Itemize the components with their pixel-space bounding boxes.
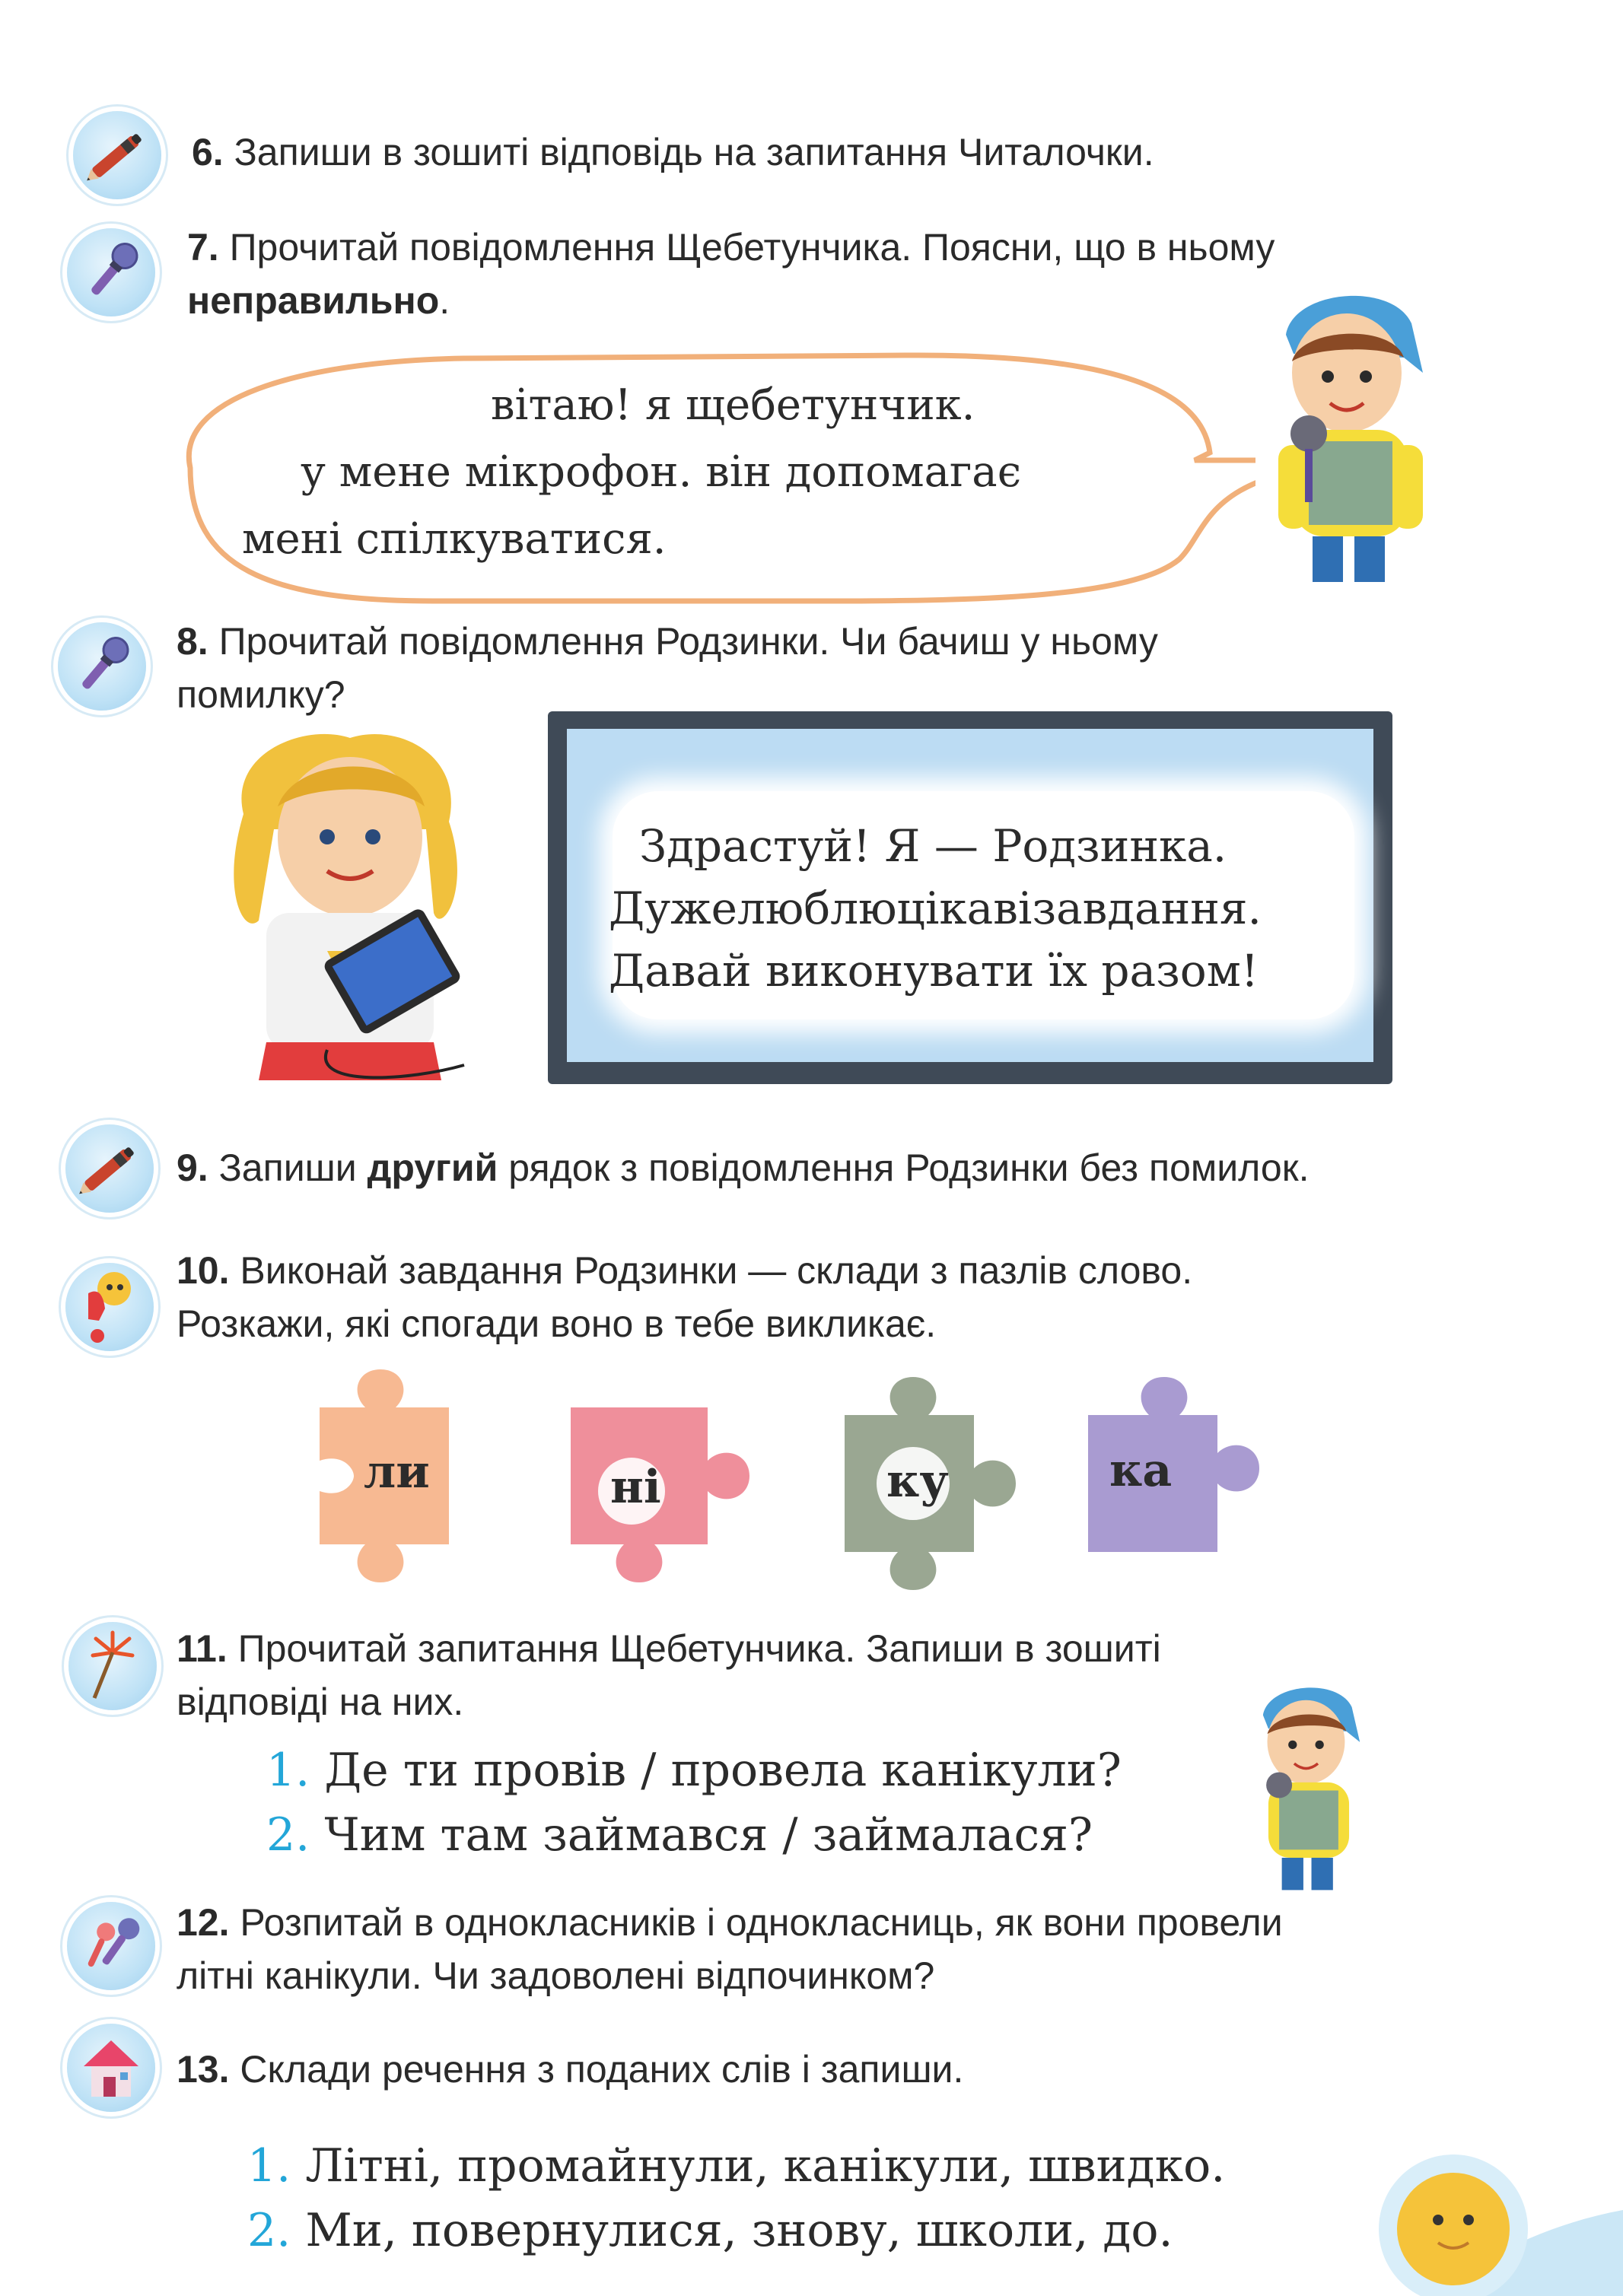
task-bold-word: другий — [367, 1146, 498, 1189]
task-10 — [177, 1244, 1592, 1350]
task-text: Розкажи, які спогади воно в тебе викликає. — [177, 1302, 937, 1345]
task-12 — [177, 1896, 1607, 2002]
sentence-number: 1. — [247, 2139, 291, 2193]
task-text: Прочитай повідомлення Родзинки. Чи бачиш у ньому — [218, 620, 1158, 663]
task-number: 10. — [177, 1249, 230, 1292]
task-number: 8. — [177, 620, 208, 663]
sentence-text: Літні, промайнули, канікули, швидко. — [305, 2139, 1226, 2193]
puzzle-syllable: ку — [886, 1455, 949, 1508]
sentence-number: 2. — [247, 2204, 291, 2257]
task-text: Виконай завдання Родзинки — склади з пазлів слово. — [240, 1249, 1193, 1292]
question-number: 1. — [266, 1744, 310, 1797]
boy-with-microphone-illustration — [1248, 281, 1453, 593]
task-number: 6. — [192, 131, 224, 173]
task-text: Склади речення з поданих слів і запиши. — [240, 2048, 964, 2091]
bubble-line-3: мені спілкуватися. — [242, 514, 667, 564]
pen-icon — [65, 1124, 154, 1213]
task-11 — [177, 1622, 1493, 1675]
task-bold-word: неправильно — [187, 279, 440, 322]
puzzle-syllable: ні — [610, 1461, 661, 1514]
sentence-text: Ми, повернулися, знову, школи, до. — [305, 2204, 1173, 2257]
task-11-line-2: відповіді на них. — [177, 1681, 464, 1723]
task-8-line-2: помилку? — [177, 673, 345, 716]
sentence-1 — [247, 2134, 1225, 2198]
question-text: Де ти провів / провела канікули? — [324, 1744, 1122, 1797]
question-number: 2. — [266, 1808, 310, 1862]
puzzle-syllable: ка — [1109, 1444, 1173, 1497]
task-text: Прочитай запитання Щебетунчика. Запиши в зошиті — [237, 1627, 1161, 1670]
task-6 — [192, 126, 1561, 179]
task-number: 9. — [177, 1146, 208, 1189]
puzzle-character-icon — [65, 1263, 154, 1351]
smiley-sun-decoration — [1362, 2138, 1623, 2296]
question-2 — [266, 1803, 1093, 1867]
task-13 — [177, 2043, 1546, 2096]
question-text: Чим там займався / займалася? — [324, 1808, 1093, 1862]
fireworks-icon — [68, 1622, 157, 1710]
screen-line-3: Давай виконувати їх разом! — [609, 945, 1259, 997]
task-text: Прочитай повідомлення Щебетунчика. Поясни, що в ньому — [229, 226, 1275, 269]
sentence-2 — [247, 2199, 1173, 2263]
boy-with-microphone-illustration-small — [1233, 1677, 1385, 1898]
task-number: 11. — [177, 1627, 228, 1670]
question-1 — [266, 1738, 1122, 1802]
two-microphones-icon — [67, 1902, 155, 1990]
bubble-line-1: вітаю! я щебетунчик. — [491, 380, 975, 430]
task-9 — [177, 1141, 1607, 1194]
bubble-line-2: у мене мікрофон. він допомагає — [301, 447, 1022, 497]
puzzle-syllable: ли — [364, 1445, 430, 1499]
pen-icon — [73, 111, 161, 199]
task-text: рядок з повідомлення Родзинки без помилок. — [508, 1146, 1310, 1189]
microphone-icon — [67, 228, 155, 316]
task-text: Розпитай в однокласників і однокласниць, як вони провели — [240, 1901, 1283, 1944]
task-number: 13. — [177, 2048, 230, 2091]
task-number: 7. — [187, 226, 219, 269]
microphone-icon — [58, 622, 146, 711]
girl-with-tablet-illustration — [213, 723, 487, 1096]
screen-line-1: Здрастуй! Я — Родзинка. — [639, 820, 1227, 872]
task-text: Запиши в зошиті відповідь на запитання Читалочки. — [234, 131, 1154, 173]
house-icon — [67, 2024, 155, 2112]
task-text: Запиши — [218, 1146, 357, 1189]
task-8 — [177, 615, 1493, 668]
task-number: 12. — [177, 1901, 230, 1944]
screen-line-2: Дужелюблюцікавізавдання. — [609, 882, 1262, 934]
task-punctuation: . — [439, 279, 450, 322]
task-text: літні канікули. Чи задоволені відпочинком? — [177, 1954, 935, 1997]
